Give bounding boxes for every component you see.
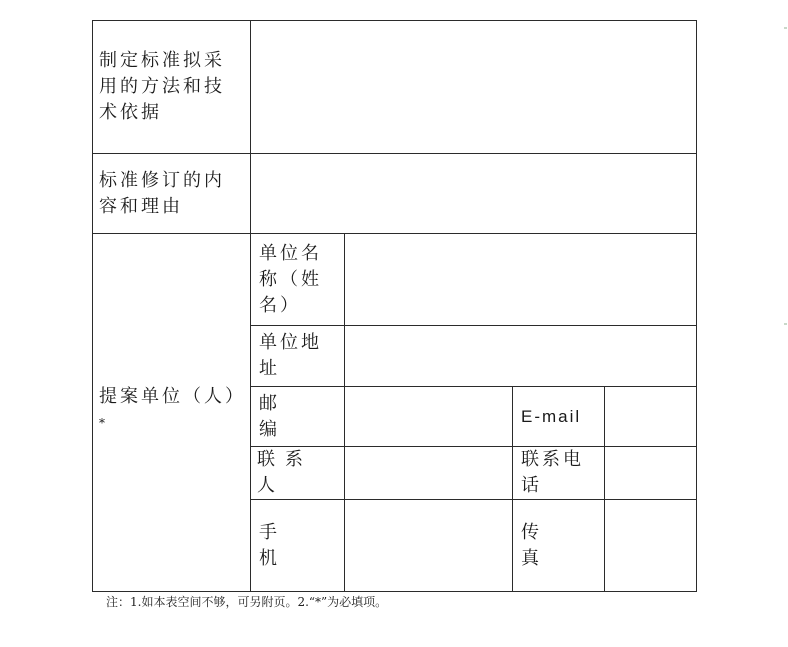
edge-mark <box>784 27 787 29</box>
method-row <box>93 21 697 154</box>
unit-address-label: 单位地址 <box>251 326 345 387</box>
revision-row <box>93 154 697 234</box>
unit-address-field[interactable] <box>345 326 697 387</box>
contact-label: 联系人 <box>251 447 345 500</box>
contact-field[interactable] <box>345 447 513 500</box>
revision-label: 标准修订的内容和理由 <box>93 154 251 234</box>
postcode-label: 邮编 <box>251 387 345 447</box>
phone-field[interactable] <box>605 447 697 500</box>
phone-label: 联系电话 <box>513 447 605 500</box>
proposer-label-cell <box>93 234 251 592</box>
fax-field[interactable] <box>605 500 697 592</box>
postcode-field[interactable] <box>345 387 513 447</box>
mobile-label: 手机 <box>251 500 345 592</box>
unit-name-field[interactable] <box>345 234 697 326</box>
required-mark: * <box>99 415 105 430</box>
revision-field[interactable] <box>251 154 697 234</box>
email-label: E-mail <box>513 387 605 447</box>
method-label: 制定标准拟采用的方法和技术依据 <box>93 21 251 154</box>
proposal-table <box>92 20 697 592</box>
fax-label: 传真 <box>513 500 605 592</box>
email-field[interactable] <box>605 387 697 447</box>
unit-name-label: 单位名称（姓名） <box>251 234 345 326</box>
unit-name-row <box>93 234 697 326</box>
edge-mark <box>784 323 787 325</box>
method-field[interactable] <box>251 21 697 154</box>
proposer-label: 提案单位（人） <box>99 385 246 407</box>
mobile-field[interactable] <box>345 500 513 592</box>
footnote: 注：1.如本表空间不够，可另附页。2.“*”为必填项。 <box>106 595 388 609</box>
proposal-form <box>92 20 696 590</box>
